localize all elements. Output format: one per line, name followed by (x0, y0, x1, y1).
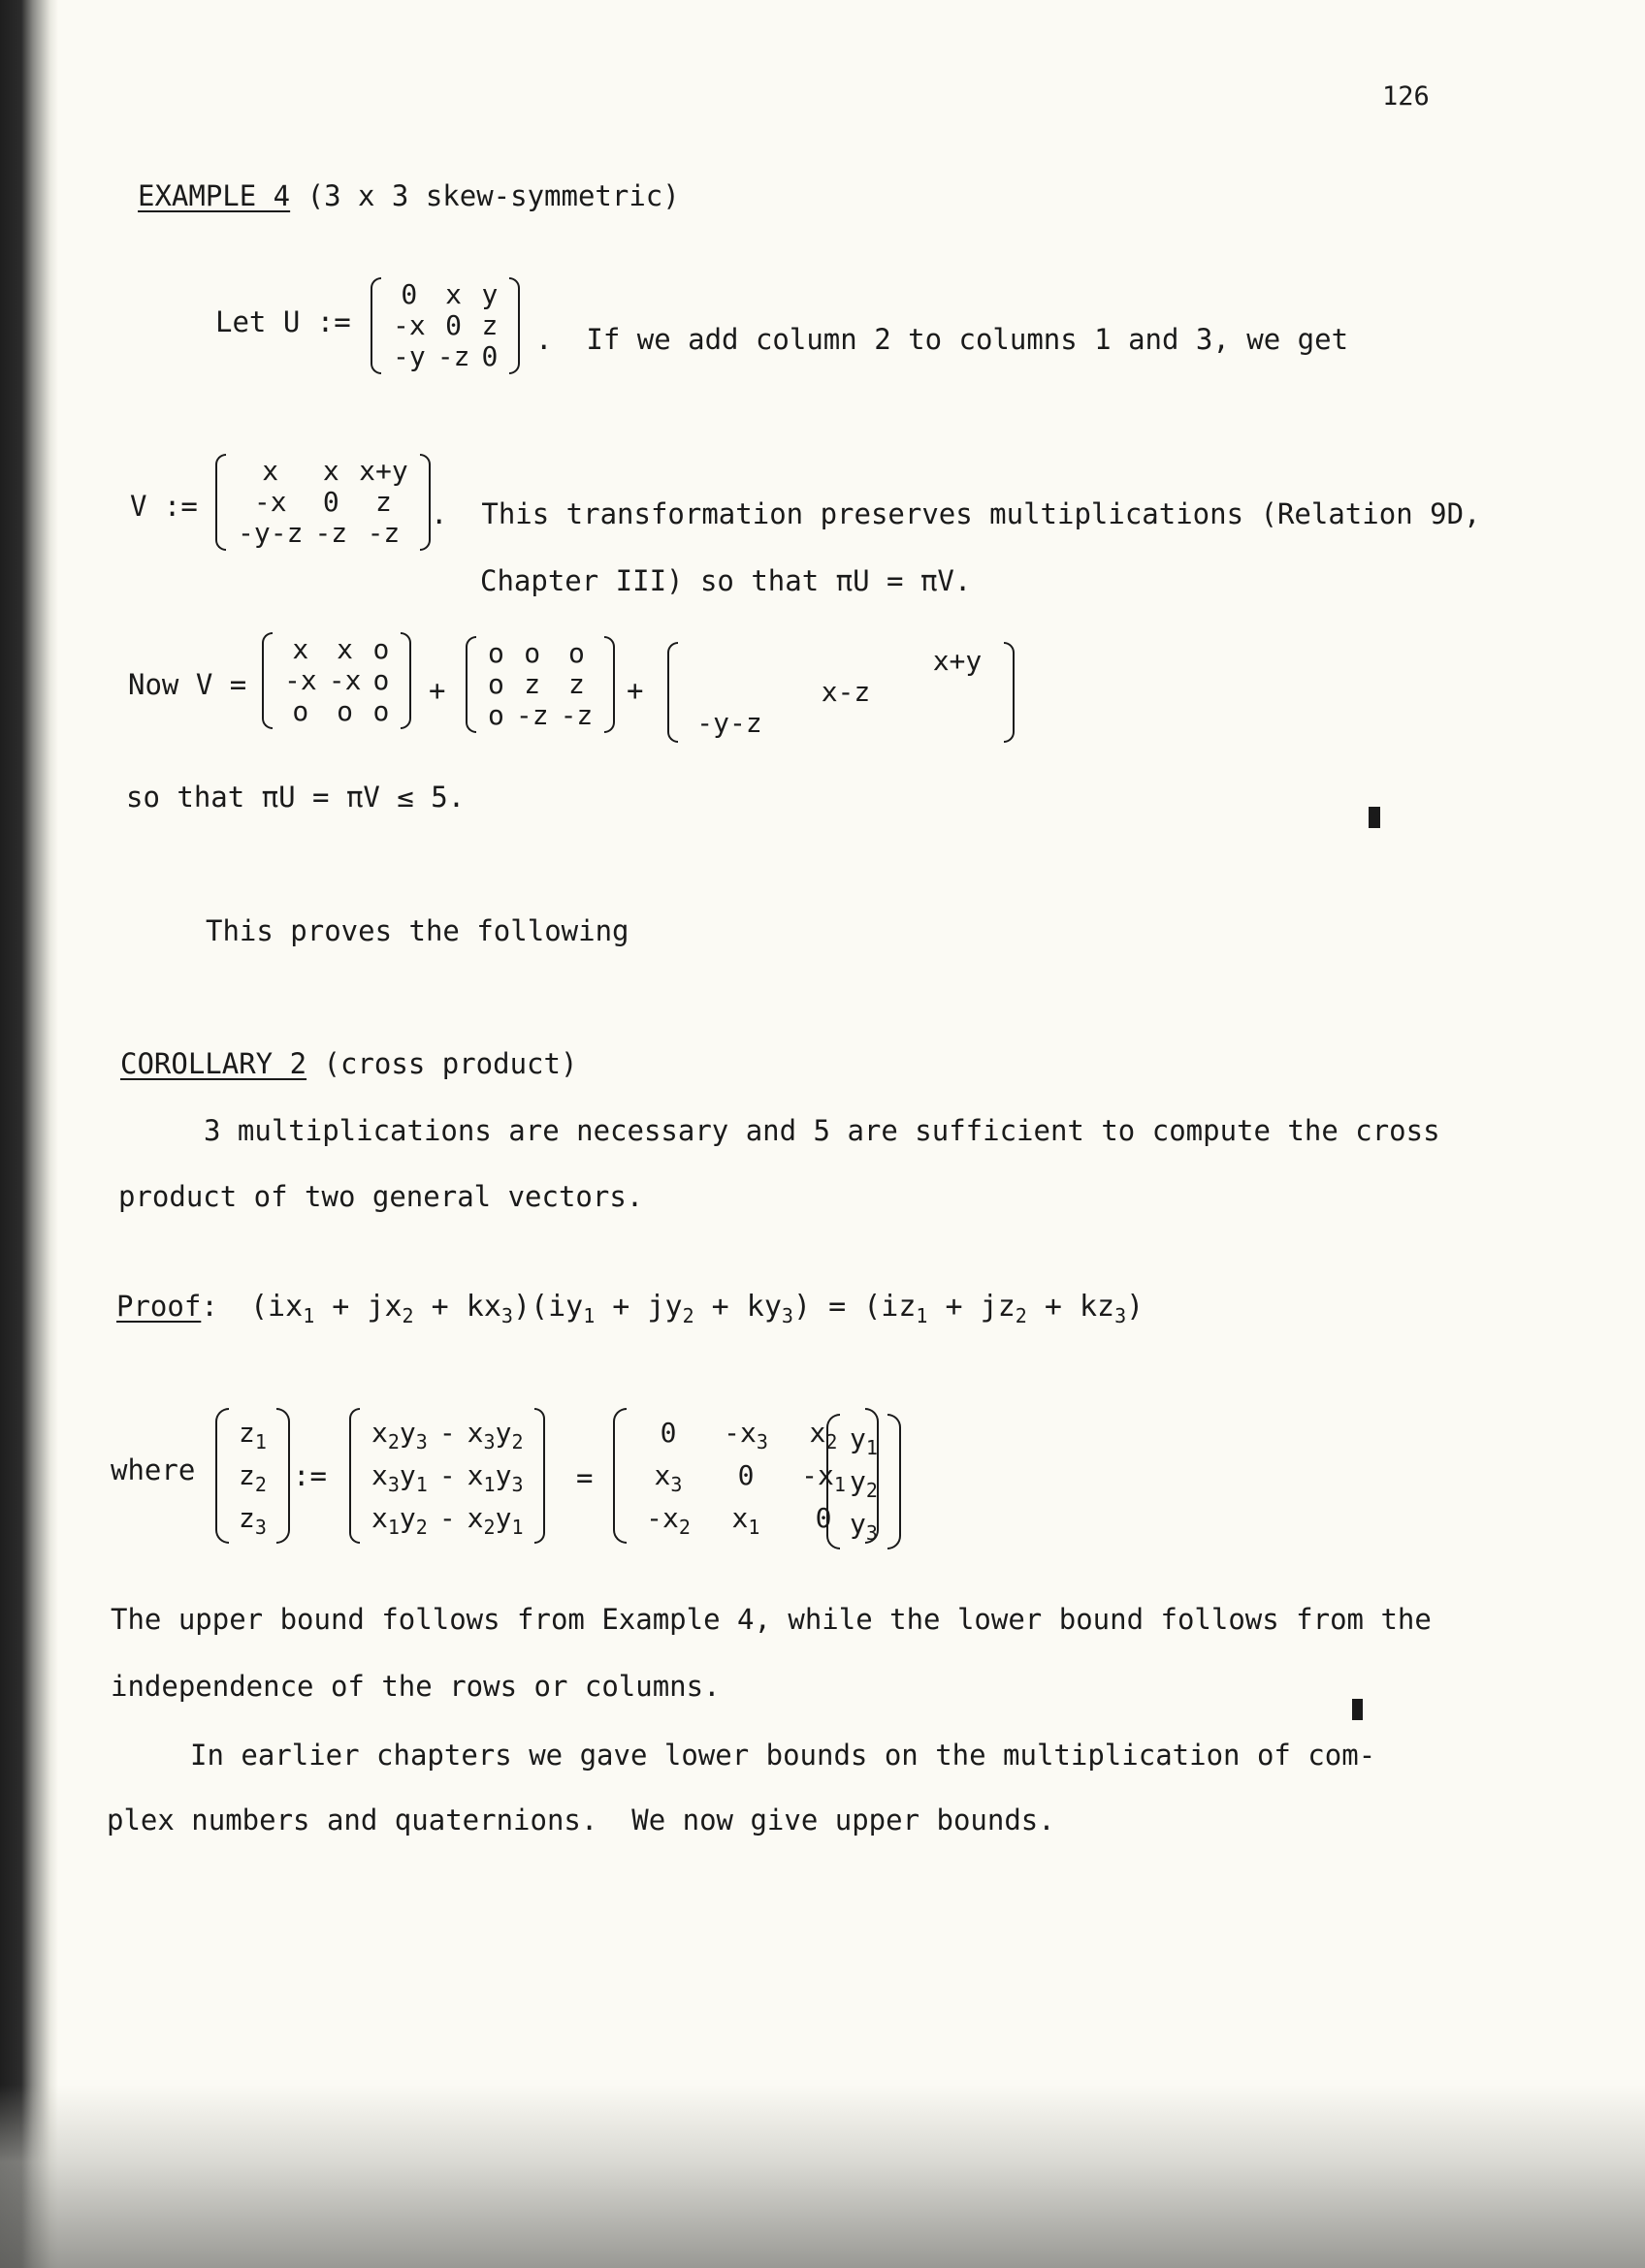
proof-equation: $(ix_1 + jx_2 + kx_3)(iy_1 + jy_2 + ky_3) = (iz_1 + jz_2 + kz_3)$ (250, 1290, 1145, 1327)
m3-cell (773, 708, 919, 739)
v-matrix-cell: x (262, 455, 279, 487)
m2-matrix (466, 636, 615, 733)
m3-cell (919, 677, 996, 708)
corollary-label: COROLLARY 2 (120, 1047, 307, 1080)
m3-cell (919, 708, 996, 739)
v-matrix-cell: z (375, 486, 392, 518)
after-u-text: . If we add column 2 to columns 1 and 3, we get (535, 323, 1349, 356)
now-v-text: Now V = (128, 668, 247, 701)
m2-cell: o (568, 637, 585, 669)
m2-cell: o (488, 637, 504, 669)
upper-bound-line-2: independence of the rows or columns. (111, 1670, 721, 1703)
m1-cell: -x (328, 664, 362, 696)
so-that-text: so that πU = πV ≤ 5. (126, 781, 466, 814)
m1-matrix (262, 632, 411, 729)
m3-cell: x-z (821, 676, 871, 708)
m1-cell: o (337, 695, 353, 727)
m2-cell: -z (560, 699, 594, 731)
u-matrix-cell: 0 (481, 340, 499, 372)
m1-cell: o (372, 695, 390, 727)
example-label: EXAMPLE 4 (138, 179, 291, 212)
m3-cell: -y-z (696, 707, 762, 739)
v-matrix-cell: x+y (359, 455, 408, 487)
skew-matrix: 0 $-x_3$ $x_2$ $x_3$ 0 $-x_1$ $-x_2$ $x_1$ 0 (613, 1408, 879, 1544)
cross-product-vector: $x_2y_3$ - $x_3y_2$ $x_3y_1$ - $x_1y_3$ $x_1y_2$ - $x_2y_1$ (349, 1408, 545, 1544)
m3-cell (686, 646, 773, 677)
example-heading (138, 179, 680, 212)
page-binding-edge (0, 0, 58, 2268)
m3-cell (686, 677, 773, 708)
example-desc: (3 x 3 skew-symmetric) (306, 179, 680, 212)
where-text: where (111, 1453, 196, 1486)
z-vector: $z_1$ $z_2$ $z_3$ (215, 1408, 290, 1544)
closing-line-1: In earlier chapters we gave lower bounds on the multiplication of com- (190, 1739, 1376, 1772)
let-u-text: Let U := (215, 305, 351, 338)
m3-cell (773, 646, 919, 677)
u-matrix-cell: -y (393, 340, 426, 372)
after-v-text-2: Chapter III) so that πU = πV. (480, 564, 972, 597)
assign-symbol: := (293, 1459, 327, 1492)
v-matrix-cell: x (322, 455, 339, 487)
proof-label: Proof: (116, 1290, 218, 1323)
u-matrix-cell: 0 (401, 278, 418, 310)
corollary-desc: (cross product) (323, 1047, 578, 1080)
m2-cell: o (524, 637, 541, 669)
m1-cell: o (372, 664, 390, 696)
m1-cell: -x (284, 664, 317, 696)
v-def-text: V := (130, 490, 198, 523)
u-matrix-cell: z (481, 309, 499, 341)
m1-cell: x (337, 633, 353, 665)
page-number: 126 (1382, 81, 1430, 112)
v-matrix (215, 454, 431, 551)
m2-cell: o (488, 699, 504, 731)
m2-cell: z (524, 668, 541, 700)
m2-cell: -z (515, 699, 549, 731)
equals-symbol: = (576, 1461, 594, 1494)
u-matrix-cell: 0 (445, 309, 462, 341)
proves-text: This proves the following (206, 914, 629, 947)
plus-2: + (627, 674, 644, 707)
corollary-heading (120, 1047, 578, 1080)
m1-cell: o (372, 633, 390, 665)
after-v-text: . This transformation preserves multiplications (Relation 9D, (431, 497, 1481, 530)
m2-cell: z (568, 668, 585, 700)
m3-matrix (667, 642, 1015, 743)
u-matrix-cell: y (481, 278, 499, 310)
v-matrix-cell: -x (253, 486, 287, 518)
upper-bound-line-1: The upper bound follows from Example 4, while the lower bound follows from the (111, 1603, 1432, 1636)
scan-shadow (0, 2085, 1645, 2268)
v-matrix-cell: -z (314, 517, 348, 549)
v-matrix-cell: -z (367, 517, 401, 549)
corollary-line-2: product of two general vectors. (118, 1180, 644, 1213)
m2-cell: o (488, 668, 504, 700)
v-matrix-cell: -y-z (238, 517, 304, 549)
m3-cell: x+y (932, 645, 983, 677)
u-matrix-cell: x (445, 278, 462, 310)
v-matrix-cell: 0 (322, 486, 339, 518)
u-matrix-cell: -x (393, 309, 426, 341)
closing-line-2: plex numbers and quaternions. We now give upper bounds. (107, 1804, 1055, 1837)
m1-cell: x (292, 633, 309, 665)
u-matrix (371, 277, 520, 374)
end-mark-1 (1369, 807, 1380, 828)
y-vector: $y_1$ $y_2$ $y_3$ (826, 1414, 901, 1549)
corollary-line-1: 3 multiplications are necessary and 5 are sufficient to compute the cross (204, 1114, 1440, 1147)
m1-cell: o (292, 695, 309, 727)
u-matrix-cell: -z (436, 340, 470, 372)
end-mark-2 (1352, 1699, 1363, 1720)
plus-1: + (429, 674, 446, 707)
